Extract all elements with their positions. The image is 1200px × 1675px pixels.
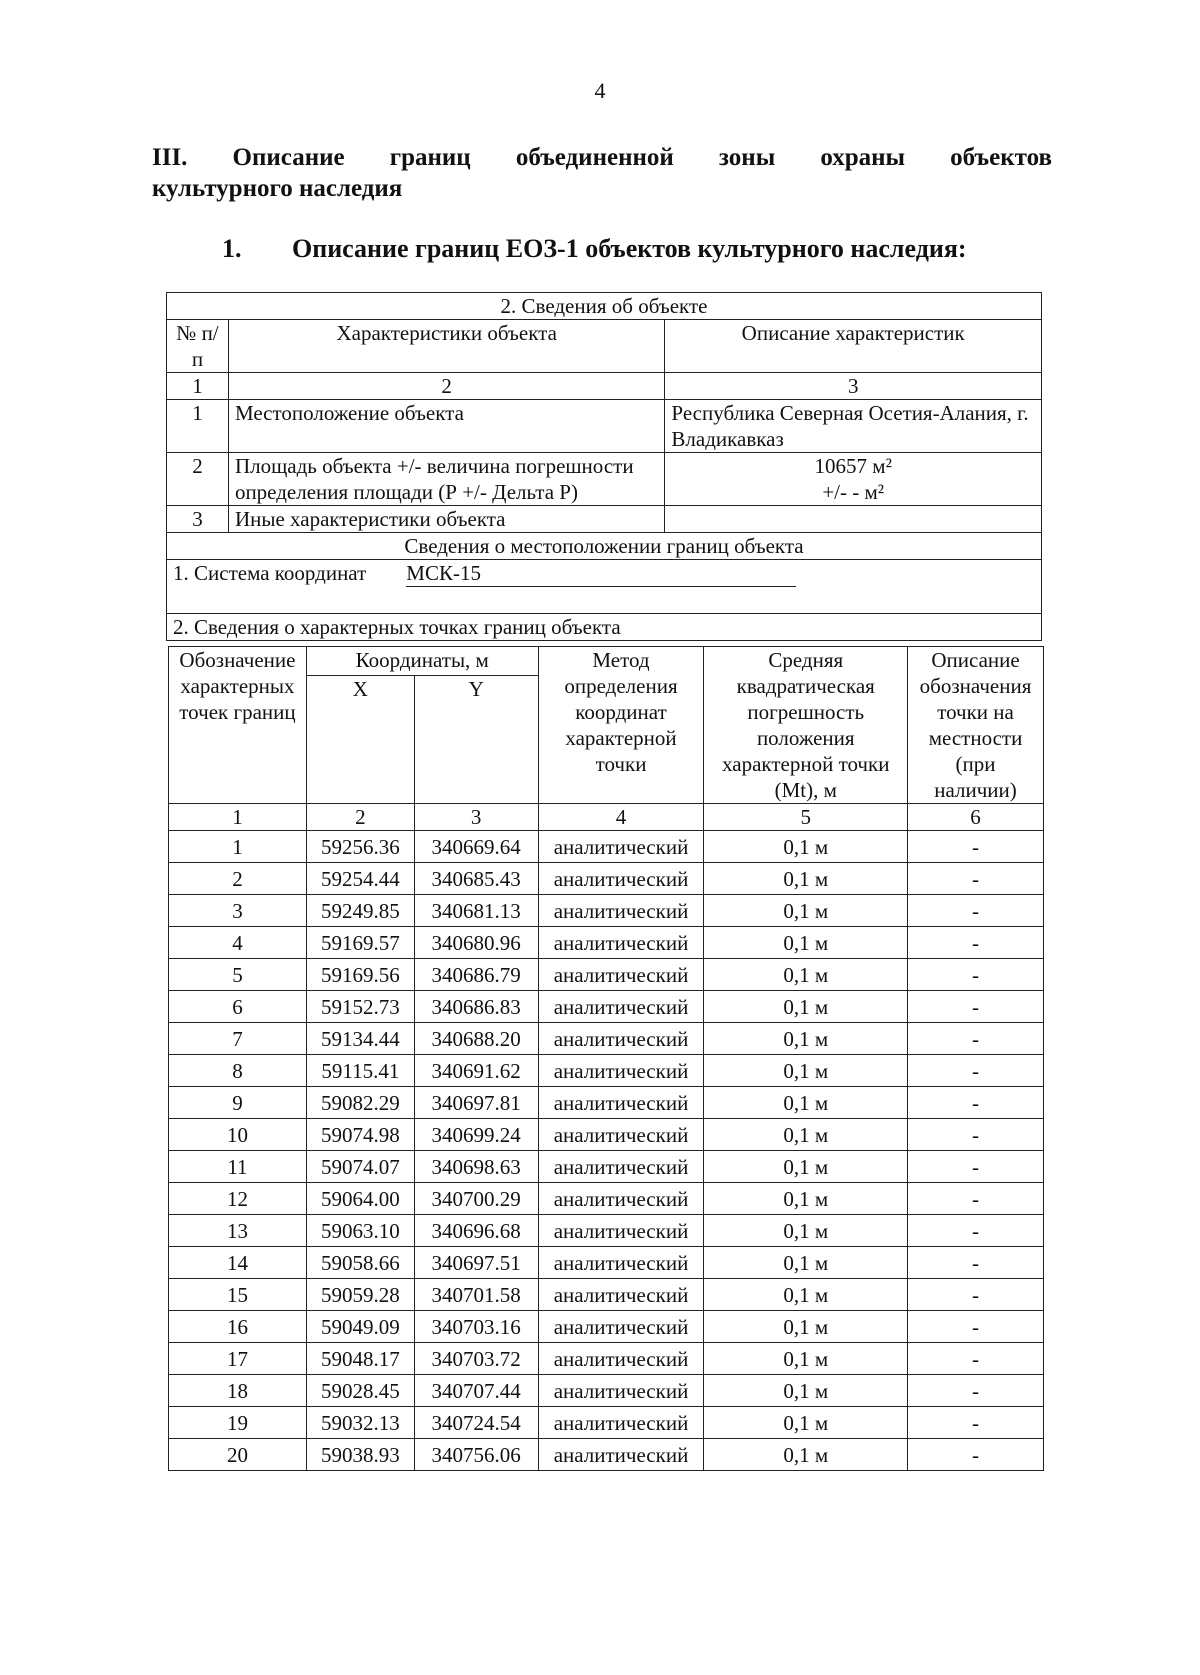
- coord-y: 340698.63: [414, 1151, 538, 1183]
- table-row: [167, 506, 1042, 533]
- point-description: -: [908, 1151, 1044, 1183]
- coord-x: 59115.41: [306, 1055, 414, 1087]
- coord-system-value: МСК-15: [406, 560, 796, 587]
- row-characteristic: Площадь объекта +/- величина погрешности определения площади (Р +/- Дельта Р): [228, 453, 664, 506]
- col-header-x: X: [306, 676, 414, 804]
- point-id: 4: [169, 927, 307, 959]
- coord-y: 340701.58: [414, 1279, 538, 1311]
- point-description: -: [908, 831, 1044, 863]
- mean-error: 0,1 м: [704, 895, 908, 927]
- table-row: [169, 959, 1044, 991]
- points-body: [169, 831, 1044, 1471]
- point-id: 9: [169, 1087, 307, 1119]
- point-id: 7: [169, 1023, 307, 1055]
- point-id: 17: [169, 1343, 307, 1375]
- coord-x: 59038.93: [306, 1439, 414, 1471]
- table-row: [169, 831, 1044, 863]
- point-description: -: [908, 1343, 1044, 1375]
- method: аналитический: [538, 895, 704, 927]
- coord-x: 59032.13: [306, 1407, 414, 1439]
- point-id: 2: [169, 863, 307, 895]
- coord-x: 59082.29: [306, 1087, 414, 1119]
- mean-error: 0,1 м: [704, 1023, 908, 1055]
- point-id: 8: [169, 1055, 307, 1087]
- coord-x: 59074.98: [306, 1119, 414, 1151]
- mean-error: 0,1 м: [704, 1407, 908, 1439]
- point-description: -: [908, 1023, 1044, 1055]
- point-description: -: [908, 1311, 1044, 1343]
- coord-y: 340686.83: [414, 991, 538, 1023]
- table-row: [169, 1215, 1044, 1247]
- mean-error: 0,1 м: [704, 1375, 908, 1407]
- method: аналитический: [538, 1407, 704, 1439]
- method: аналитический: [538, 959, 704, 991]
- col-header-coordinates: Координаты, м: [306, 647, 538, 676]
- section-title-word: Описание: [232, 144, 345, 171]
- table-row: [167, 453, 1042, 506]
- method: аналитический: [538, 1119, 704, 1151]
- table-row: [169, 895, 1044, 927]
- col-header-point-description: Описание обозначения точки на местности (при наличии): [908, 647, 1044, 804]
- table-row: [169, 1023, 1044, 1055]
- mean-error: 0,1 м: [704, 927, 908, 959]
- section-title-line2: культурного наследия: [152, 175, 403, 202]
- col-header-point: Обозначение характерных точек границ: [169, 647, 307, 804]
- col-index: 3: [665, 373, 1042, 400]
- location-header: Сведения о местоположении границ объекта: [167, 533, 1042, 560]
- table-row: [169, 1279, 1044, 1311]
- row-characteristic: Иные характеристики объекта: [228, 506, 664, 533]
- subsection-number: 1.: [222, 234, 242, 263]
- table-row: [169, 1119, 1044, 1151]
- mean-error: 0,1 м: [704, 831, 908, 863]
- point-description: -: [908, 927, 1044, 959]
- coord-x: 59049.09: [306, 1311, 414, 1343]
- col-index: 5: [704, 804, 908, 831]
- row-characteristic: Местоположение объекта: [228, 400, 664, 453]
- coord-y: 340686.79: [414, 959, 538, 991]
- point-id: 5: [169, 959, 307, 991]
- points-header: 2. Сведения о характерных точках границ объекта: [167, 614, 1042, 641]
- table-row: [169, 1183, 1044, 1215]
- section-title-word: объединенной: [515, 144, 674, 171]
- col-header-y: Y: [414, 676, 538, 804]
- col-header-description: Описание характеристик: [665, 320, 1042, 373]
- col-index: 2: [306, 804, 414, 831]
- col-index: 3: [414, 804, 538, 831]
- method: аналитический: [538, 1183, 704, 1215]
- mean-error: 0,1 м: [704, 1087, 908, 1119]
- coord-x: 59134.44: [306, 1023, 414, 1055]
- row-no: 2: [167, 453, 229, 506]
- method: аналитический: [538, 1439, 704, 1471]
- table-row: [169, 1439, 1044, 1471]
- coord-y: 340724.54: [414, 1407, 538, 1439]
- col-index: 2: [228, 373, 664, 400]
- coord-x: 59064.00: [306, 1183, 414, 1215]
- point-description: -: [908, 895, 1044, 927]
- mean-error: 0,1 м: [704, 959, 908, 991]
- area-error: +/- - м²: [822, 480, 885, 504]
- coord-x: 59059.28: [306, 1279, 414, 1311]
- coord-x: 59048.17: [306, 1343, 414, 1375]
- point-id: 14: [169, 1247, 307, 1279]
- point-id: 19: [169, 1407, 307, 1439]
- coord-x: 59058.66: [306, 1247, 414, 1279]
- coord-system-row: [167, 560, 1042, 614]
- coord-y: 340697.81: [414, 1087, 538, 1119]
- object-table-title: 2. Сведения об объекте: [167, 293, 1042, 320]
- coord-x: 59256.36: [306, 831, 414, 863]
- coord-y: 340691.62: [414, 1055, 538, 1087]
- table-row: [169, 1407, 1044, 1439]
- col-header-no: № п/п: [167, 320, 229, 373]
- point-description: -: [908, 1279, 1044, 1311]
- mean-error: 0,1 м: [704, 863, 908, 895]
- coord-y: 340756.06: [414, 1439, 538, 1471]
- subsection-text: Описание границ ЕОЗ-1 объектов культурного наследия:: [292, 234, 967, 263]
- coord-x: 59169.56: [306, 959, 414, 991]
- method: аналитический: [538, 831, 704, 863]
- mean-error: 0,1 м: [704, 1215, 908, 1247]
- mean-error: 0,1 м: [704, 1119, 908, 1151]
- mean-error: 0,1 м: [704, 1055, 908, 1087]
- table-row: [169, 991, 1044, 1023]
- table-row: [169, 1151, 1044, 1183]
- point-id: 18: [169, 1375, 307, 1407]
- row-description: Республика Северная Осетия-Алания, г. Владикавказ: [665, 400, 1042, 453]
- point-id: 15: [169, 1279, 307, 1311]
- subsection-title: [222, 234, 967, 264]
- method: аналитический: [538, 1087, 704, 1119]
- point-id: 12: [169, 1183, 307, 1215]
- coord-x: 59254.44: [306, 863, 414, 895]
- point-description: -: [908, 863, 1044, 895]
- col-index: 1: [167, 373, 229, 400]
- row-no: 1: [167, 400, 229, 453]
- area-value: 10657 м²: [814, 454, 892, 478]
- point-description: -: [908, 1215, 1044, 1247]
- point-description: -: [908, 1087, 1044, 1119]
- point-description: -: [908, 1375, 1044, 1407]
- col-header-characteristics: Характеристики объекта: [228, 320, 664, 373]
- method: аналитический: [538, 991, 704, 1023]
- point-description: -: [908, 1055, 1044, 1087]
- method: аналитический: [538, 863, 704, 895]
- point-description: -: [908, 1247, 1044, 1279]
- section-title-word: объектов: [950, 144, 1052, 171]
- col-header-method: Метод определения координат характерной точки: [538, 647, 704, 804]
- point-id: 3: [169, 895, 307, 927]
- method: аналитический: [538, 1023, 704, 1055]
- coord-x: 59249.85: [306, 895, 414, 927]
- point-id: 6: [169, 991, 307, 1023]
- points-table: [168, 646, 1044, 1471]
- coord-y: 340703.16: [414, 1311, 538, 1343]
- point-id: 20: [169, 1439, 307, 1471]
- coord-y: 340697.51: [414, 1247, 538, 1279]
- coord-y: 340696.68: [414, 1215, 538, 1247]
- col-index: 6: [908, 804, 1044, 831]
- point-description: -: [908, 1183, 1044, 1215]
- table-row: [169, 1087, 1044, 1119]
- col-index: 4: [538, 804, 704, 831]
- section-number: III.: [152, 144, 188, 171]
- table-row: [169, 863, 1044, 895]
- method: аналитический: [538, 1151, 704, 1183]
- coord-x: 59169.57: [306, 927, 414, 959]
- coord-y: 340707.44: [414, 1375, 538, 1407]
- mean-error: 0,1 м: [704, 991, 908, 1023]
- point-description: -: [908, 959, 1044, 991]
- table-row: [169, 1055, 1044, 1087]
- point-description: -: [908, 1439, 1044, 1471]
- mean-error: 0,1 м: [704, 1279, 908, 1311]
- point-id: 10: [169, 1119, 307, 1151]
- coord-y: 340680.96: [414, 927, 538, 959]
- method: аналитический: [538, 1055, 704, 1087]
- coord-y: 340681.13: [414, 895, 538, 927]
- table-row: [169, 1311, 1044, 1343]
- table-row: [167, 400, 1042, 453]
- row-description: [665, 506, 1042, 533]
- coord-x: 59074.07: [306, 1151, 414, 1183]
- section-title-word: границ: [389, 144, 471, 171]
- coord-x: 59063.10: [306, 1215, 414, 1247]
- coord-y: 340700.29: [414, 1183, 538, 1215]
- coord-x: 59028.45: [306, 1375, 414, 1407]
- point-id: 11: [169, 1151, 307, 1183]
- method: аналитический: [538, 1247, 704, 1279]
- point-id: 1: [169, 831, 307, 863]
- section-title-word: охраны: [820, 144, 906, 171]
- method: аналитический: [538, 1375, 704, 1407]
- table-row: [169, 1343, 1044, 1375]
- method: аналитический: [538, 1215, 704, 1247]
- page-number: 4: [594, 78, 606, 103]
- coord-x: 59152.73: [306, 991, 414, 1023]
- table-row: [169, 1247, 1044, 1279]
- point-description: -: [908, 1119, 1044, 1151]
- table-row: [169, 927, 1044, 959]
- coord-y: 340688.20: [414, 1023, 538, 1055]
- mean-error: 0,1 м: [704, 1151, 908, 1183]
- coord-y: 340703.72: [414, 1343, 538, 1375]
- point-id: 16: [169, 1311, 307, 1343]
- coord-y: 340669.64: [414, 831, 538, 863]
- method: аналитический: [538, 1343, 704, 1375]
- point-description: -: [908, 1407, 1044, 1439]
- col-index: 1: [169, 804, 307, 831]
- coord-system-label: 1. Система координат: [173, 561, 367, 585]
- method: аналитический: [538, 927, 704, 959]
- section-title: [152, 142, 1052, 204]
- object-info-table: [166, 292, 1042, 641]
- mean-error: 0,1 м: [704, 1439, 908, 1471]
- mean-error: 0,1 м: [704, 1311, 908, 1343]
- row-no: 3: [167, 506, 229, 533]
- method: аналитический: [538, 1279, 704, 1311]
- section-title-word: зоны: [718, 144, 776, 171]
- method: аналитический: [538, 1311, 704, 1343]
- col-header-error: Средняя квадратическая погрешность положения характерной точки (Mt), м: [704, 647, 908, 804]
- coord-y: 340699.24: [414, 1119, 538, 1151]
- row-description: [665, 453, 1042, 506]
- mean-error: 0,1 м: [704, 1183, 908, 1215]
- point-id: 13: [169, 1215, 307, 1247]
- coord-y: 340685.43: [414, 863, 538, 895]
- mean-error: 0,1 м: [704, 1343, 908, 1375]
- point-description: -: [908, 991, 1044, 1023]
- table-row: [169, 1375, 1044, 1407]
- mean-error: 0,1 м: [704, 1247, 908, 1279]
